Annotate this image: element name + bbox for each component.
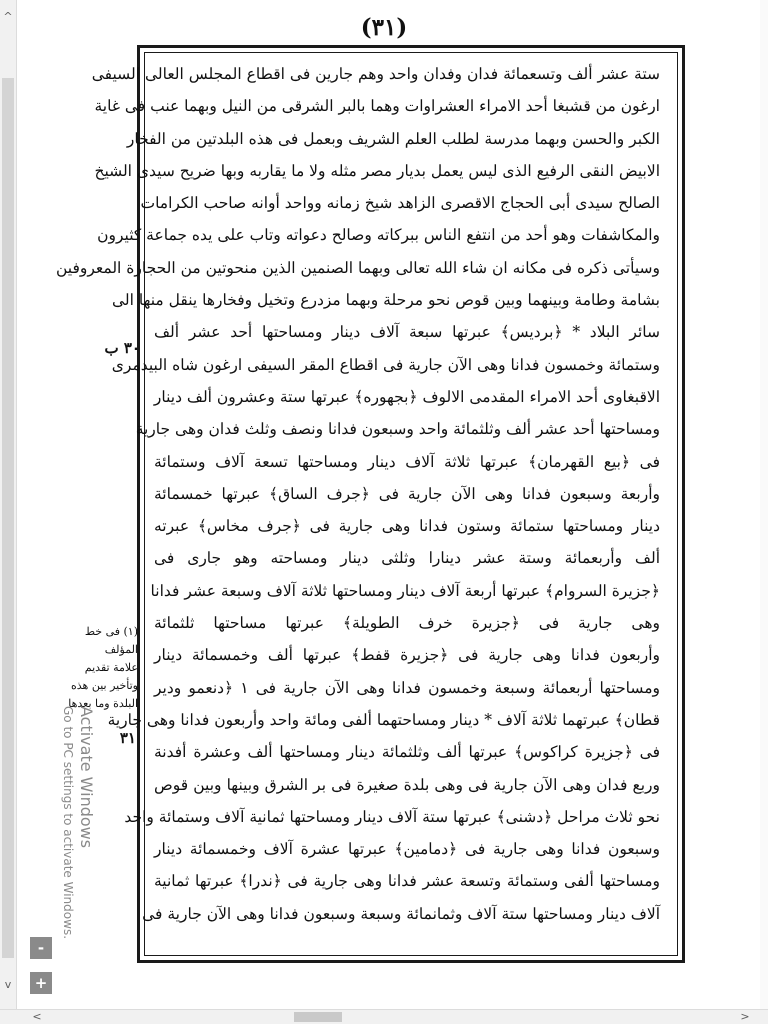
text-line: بشامة وطامة وبينهما وبين قوص نحو مرحلة وبهما مزدرع وتخيل وفخارها ينقل منها الى bbox=[111, 291, 660, 310]
page-number: (٣١) bbox=[360, 14, 408, 41]
zoom-out-button[interactable]: - bbox=[30, 937, 52, 959]
text-line: ومساحتها ألفى وستمائة وتسعة عشر فدانا وهى جارية فى ﴿ندرا﴾ عبرتها ثمانية bbox=[154, 872, 660, 891]
folio-marker-30b: ٣٠ ب bbox=[104, 339, 140, 357]
margin-footnote-line: (١) فى خط المؤلف bbox=[84, 625, 138, 656]
text-line: وربع فدان وهى الآن جارية فى وهى بلدة صغيرة فى بر الشرق وبينها وبين قوص bbox=[154, 775, 660, 794]
margin-footnote-line: وتأخير بين هذه bbox=[71, 679, 138, 692]
chevron-up-icon[interactable]: ^ bbox=[3, 10, 13, 23]
text-line: الكبر والحسن وبهما مدرسة لطلب العلم الشريف وبعمل فى هذه البلدتين من الفخار bbox=[126, 129, 660, 148]
text-line: الصالح سيدى أبى الحجاج الاقصرى الزاهد شيخ زمانه وواحد أوانه صاحب الكرامات bbox=[140, 194, 660, 213]
text-line: قطان﴾ عبرتهما ثلاثة آلاف * دينار ومساحتهما ألفى ومائة واحد وأربعون فدانا وهى جارية bbox=[107, 710, 660, 729]
text-line: وسبعون فدانا وهى جارية فى ﴿دمامين﴾ عبرتها عشرة آلاف وخمسمائة دينار bbox=[154, 840, 660, 859]
watermark-subtitle: Go to PC settings to activate Windows. bbox=[61, 706, 75, 940]
watermark-title: Activate Windows bbox=[77, 706, 96, 849]
text-line: فى ﴿بيع القهرمان﴾ عبرتها ثلاثة آلاف دينار ومساحتها تسعة آلاف وستمائة bbox=[154, 452, 660, 471]
activation-watermark bbox=[61, 706, 96, 939]
chevron-right-icon[interactable]: > bbox=[740, 1010, 750, 1023]
text-line: وهى جارية فى ﴿جزيرة خرف الطويلة﴾ عبرتها مساحتها ثلثمائة bbox=[154, 614, 660, 633]
text-line: ﴿جزيرة السروام﴾ عبرتها أربعة آلاف دينار ومساحتها ثلاثة آلاف وسبعة عشر فدانا bbox=[150, 581, 660, 600]
text-line: سائر البلاد * ﴿برديس﴾ عبرتها سبعة آلاف دينار ومساحتها أحد عشر ألف bbox=[154, 323, 660, 342]
chevron-left-icon[interactable]: < bbox=[32, 1010, 42, 1023]
margin-footnote-line: علامة تقديم bbox=[84, 661, 138, 674]
text-line: وأربعة وسبعون فدانا وهى الآن جارية فى ﴿جرف الساق﴾ عبرتها خمسمائة bbox=[154, 484, 660, 503]
text-line: الابيض النقى الرفيع الذى ليس يعمل بديار مصر مثله ولا ما يقاربه وبها ضريح سيدى الشيخ bbox=[94, 161, 660, 180]
text-line: وسيأتى ذكره فى مكانه ان شاء الله تعالى وبهما الصنمين الذين منحوتين من الحجارة المعروفين bbox=[55, 258, 660, 277]
folio-marker-31: ٣١ bbox=[119, 729, 136, 747]
zoom-in-button[interactable]: + bbox=[30, 972, 52, 994]
text-line: آلاف دينار ومساحتها ستة آلاف وثمانمائة وسبعة وسبعون فدانا وهى الآن جارية فى bbox=[142, 904, 660, 923]
text-line: ستة عشر ألف وتسعمائة فدان وفدان واحد وهم جارين فى اقطاع المجلس العالى السيفى bbox=[91, 65, 660, 83]
vertical-scrollbar[interactable] bbox=[0, 0, 17, 1010]
horizontal-scrollbar[interactable] bbox=[0, 1009, 768, 1024]
scrollbar-thumb[interactable] bbox=[2, 78, 14, 958]
text-line: نحو ثلاث مراحل ﴿دشنى﴾ عبرتها ستة آلاف دينار ومساحتها ثمانية آلاف وستمائة واحد bbox=[124, 807, 660, 826]
text-line: ألف وأربعمائة وستة عشر دينارا وثلثى دينار ومساحته وهو جارى فى bbox=[154, 549, 660, 568]
text-line: الاقبغاوى أحد الامراء المقدمى الالوف ﴿بجهوره﴾ عبرتها ستة وعشرون ألف دينار bbox=[153, 387, 660, 406]
text-line: ومساحتها أحد عشر ألف وثلثمائة واحد وسبعون فدانا ونصف وثلث فدان وهى جارية bbox=[135, 420, 660, 439]
text-line: وستمائة وخمسون فدانا وهى الآن جارية فى اقطاع المقر السيفى ارغون شاه البيدمرى bbox=[111, 355, 660, 374]
chevron-down-icon[interactable]: v bbox=[4, 978, 12, 991]
text-line: فى ﴿جزيرة كراكوس﴾ عبرتها ألف وثلثمائة دينار ومساحتها ألف وعشرة أفدنة bbox=[154, 743, 660, 762]
horizontal-scrollbar-thumb[interactable] bbox=[294, 1012, 342, 1022]
text-line: ارغون من قشبغا أحد الامراء العشراوات وهما بالبر الشرقى من النيل وبهما عنب فى غاية bbox=[94, 97, 660, 116]
text-line: وأربعون فدانا وهى جارية فى ﴿جزيرة قفط﴾ عبرتها ألف وخمسمائة دينار bbox=[154, 646, 660, 665]
text-line: والمكاشفات وهو أحد من انتفع الناس ببركاته وصالح دعواته وتاب على يده جماعة كثيرون bbox=[97, 226, 660, 245]
text-line: دينار ومساحتها ستمائة وستون فدانا وهى جارية فى ﴿جرف مخاس﴾ عبرته bbox=[154, 517, 660, 536]
right-edge-strip bbox=[760, 0, 768, 1010]
margin-footnote bbox=[58, 623, 138, 713]
margin-footnote-line: البلدة وما بعدها bbox=[68, 697, 138, 710]
text-line: ومساحتها أربعمائة وسبعة وخمسون فدانا وهى الآن جارية فى ١ ﴿دنعمو ودير bbox=[154, 678, 660, 697]
